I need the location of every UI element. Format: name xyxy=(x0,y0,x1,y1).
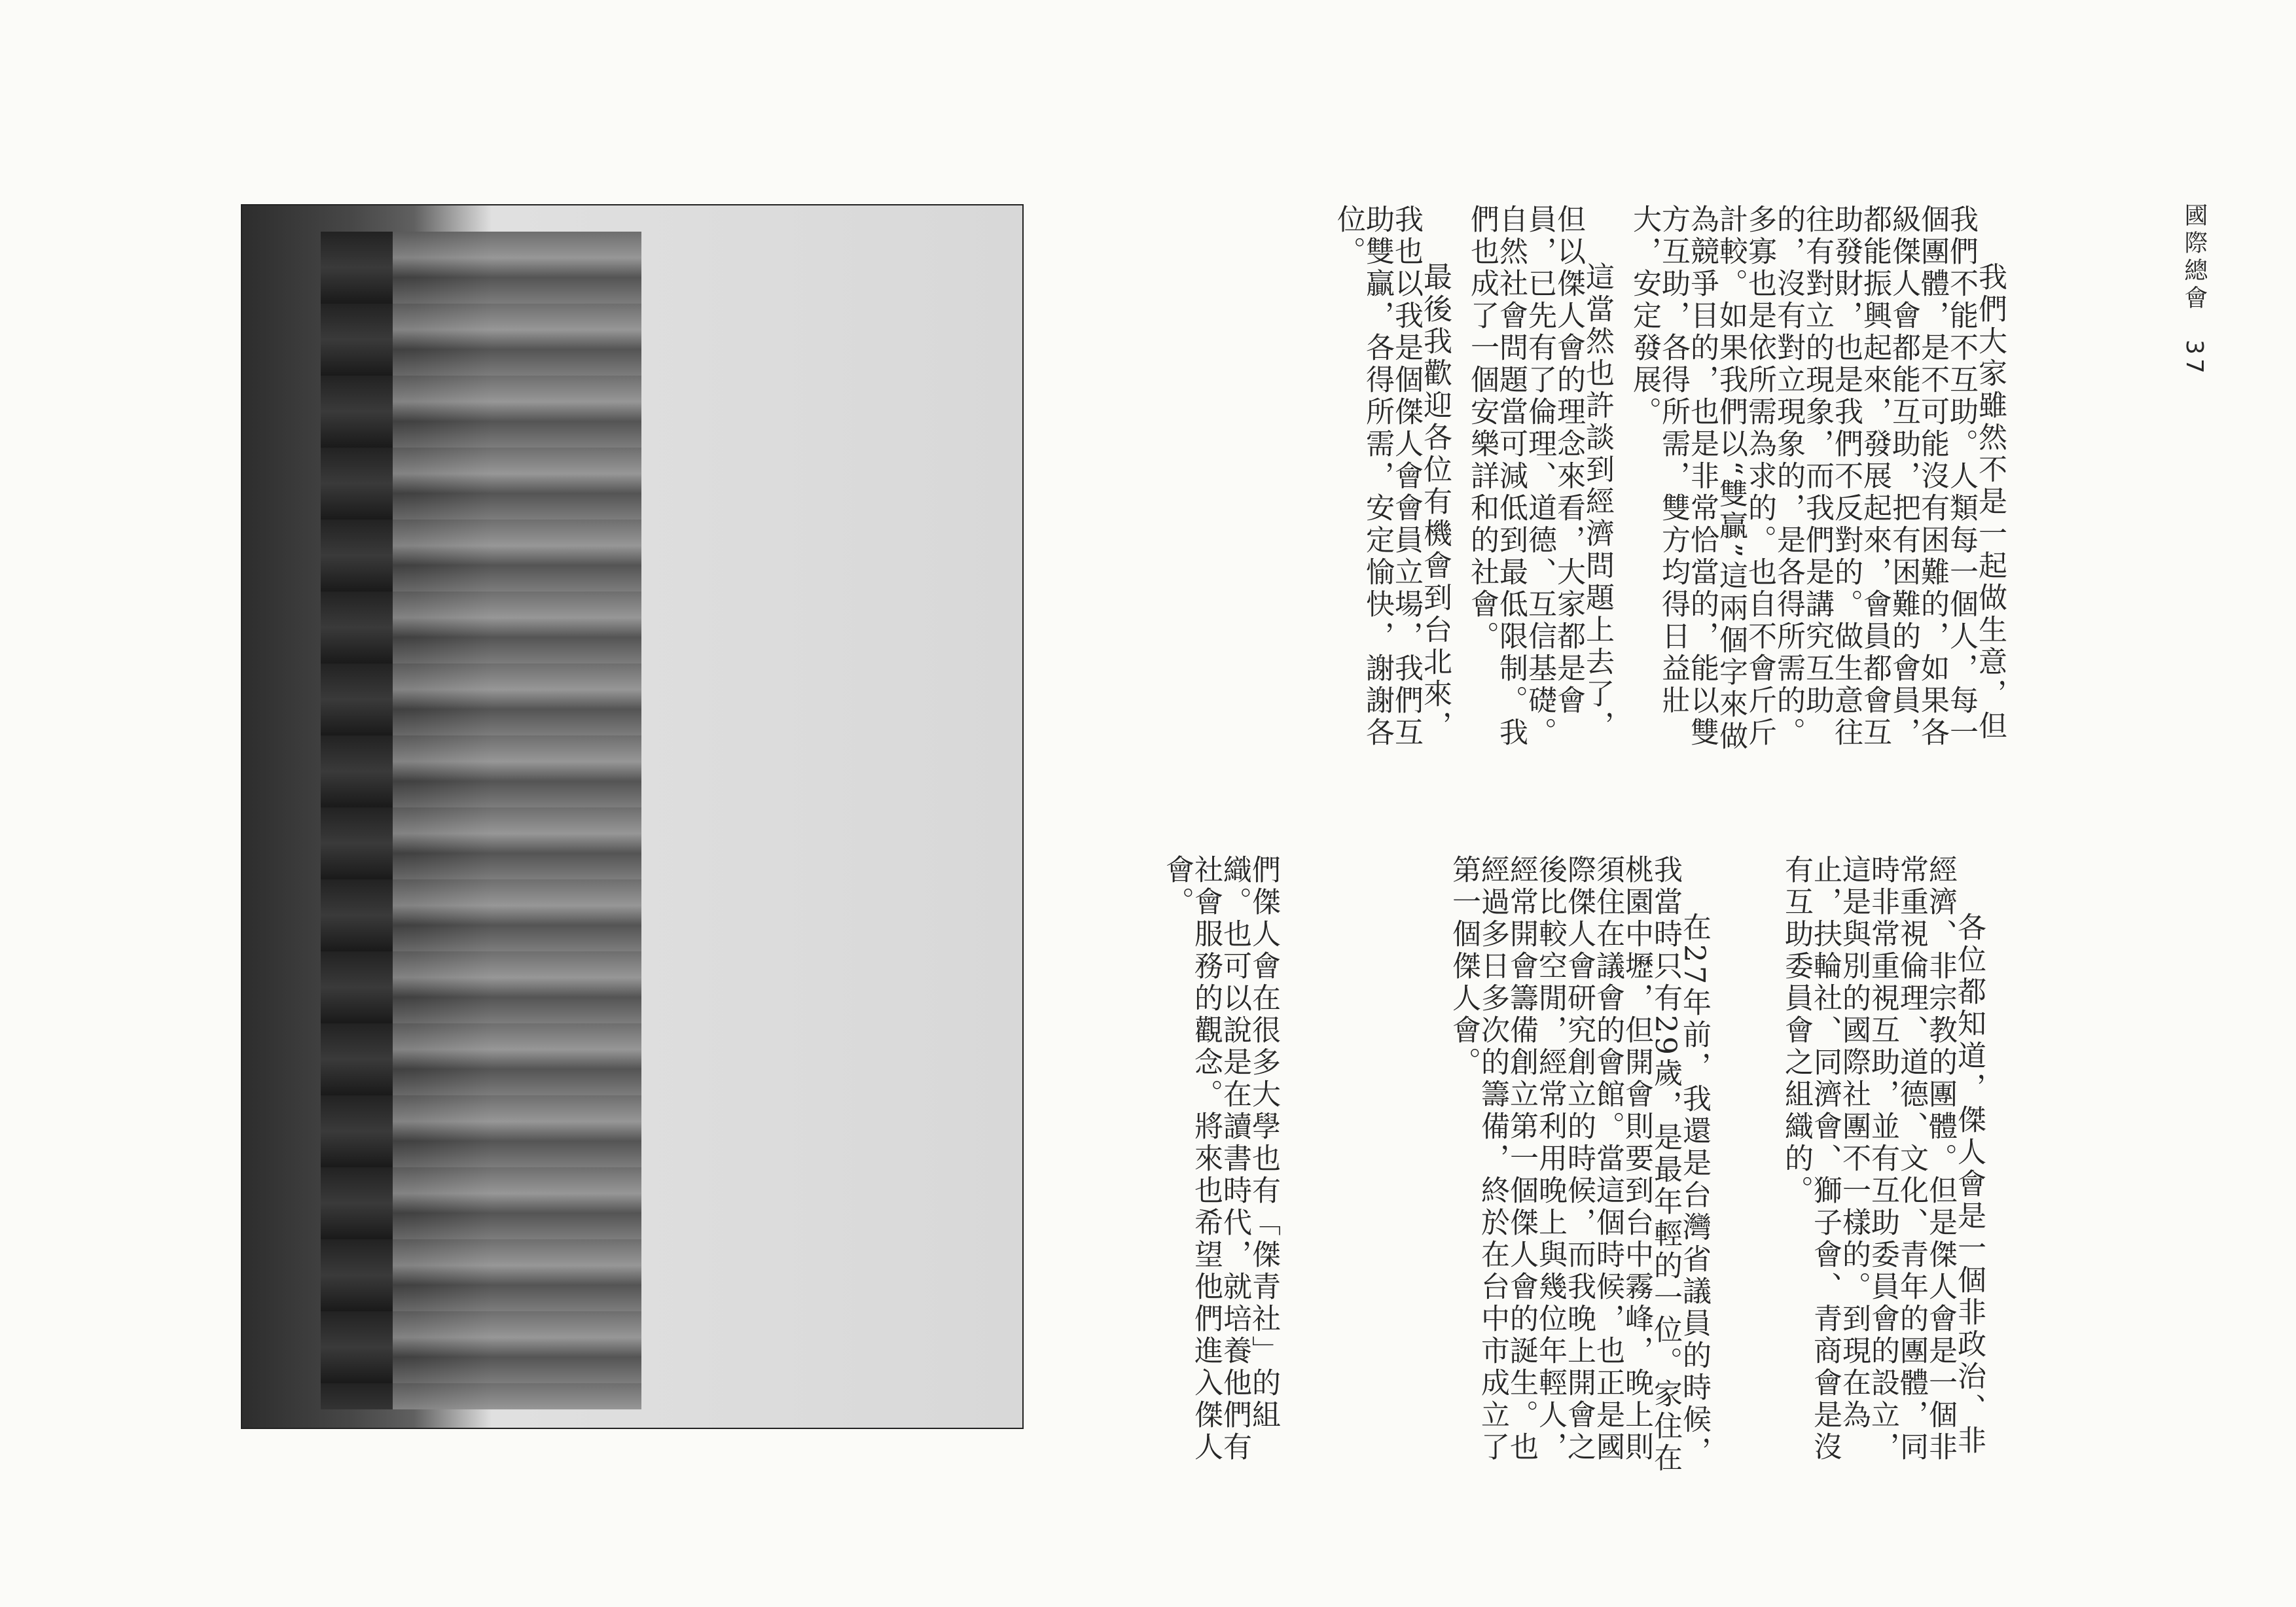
article-left-para-3 xyxy=(1774,855,1986,1483)
photo-row-back xyxy=(393,232,641,1409)
group-photo xyxy=(241,204,1024,1429)
paragraph: 這當然也許談到經濟問題上去了，但以傑人會的理念來看，大家都是會員，已先有了倫理、道德、互信基礎。自然社會問題當可減低到最低限制。我們也成了一個安樂詳和的社會。 xyxy=(1465,204,1614,749)
article-left-para-1 xyxy=(1140,855,1278,1483)
paragraph: 在27年前，我還是台灣省議員的時候，我當時只有29歲，是最年輕的一位。家住在桃園中壢，但開會則要到台中霧峰，晚上則須住在議會的會館。當這個時候，也正是國際傑人會研究創立的時候，而我晚上開會之後比較空閒，經常利用晚上與幾位年輕人，經常開會籌備創立第一個傑人會的誕生。也經過多日多次的籌備，終於在台中市成立了第一個傑人會。 xyxy=(1447,855,1711,1475)
paragraph: 最後我歡迎各位有機會到台北來，我也以我是個傑人會會員立場，我們互助雙贏，各得所需，安定愉快，謝謝各位。 xyxy=(1332,204,1452,749)
page-footer xyxy=(2178,203,2211,406)
page-number: 37 xyxy=(2181,340,2208,378)
paragraph: 我們大家雖然不是一起做生意，但我們不能不互助。人類每一個人，每一個團體，是不可能沒有困難的，如果各級傑人會都能互助，把有困難的會員，都能振興起來，發展起來，會員都會互助發財，也是我們不反對的。做生意往往有對立的現象，而我們是講究互助的，沒有對立現象的，是各得所需的。多寡也是依所需為求的。也自不會斤斤計較。如果我們以“雙贏”這兩個字來做為競爭目的，也是非常恰當的，能以雙方互助，各得所需，雙方均得日益壯大，安定發展。 xyxy=(1628,204,2007,753)
article-left-para-2 xyxy=(1331,855,1711,1483)
photo-row-front xyxy=(321,232,393,1409)
article-right-column xyxy=(1140,204,2007,754)
paragraph: 各位都知道，傑人會是一個非政治、非經濟、非宗教的團體。但是傑人會是一個非常重視倫理、道德、文化、青年的團體，同時非常重視互助，並有互助委員會的設立，這是與別的國際社團不一樣的。到現在為止，扶輪社、同濟會、獅子會、青商會是沒有互助委員會之組織的。 xyxy=(1780,855,1986,1464)
publication-name: 國際總會 xyxy=(2181,203,2208,313)
paragraph: 們傑人會在很多大學也有「傑青社」的組織。也可以說是在讀書時代，就培養他們有社會服務的觀念。將來也希望他們進入傑人會。 xyxy=(1160,855,1280,1464)
